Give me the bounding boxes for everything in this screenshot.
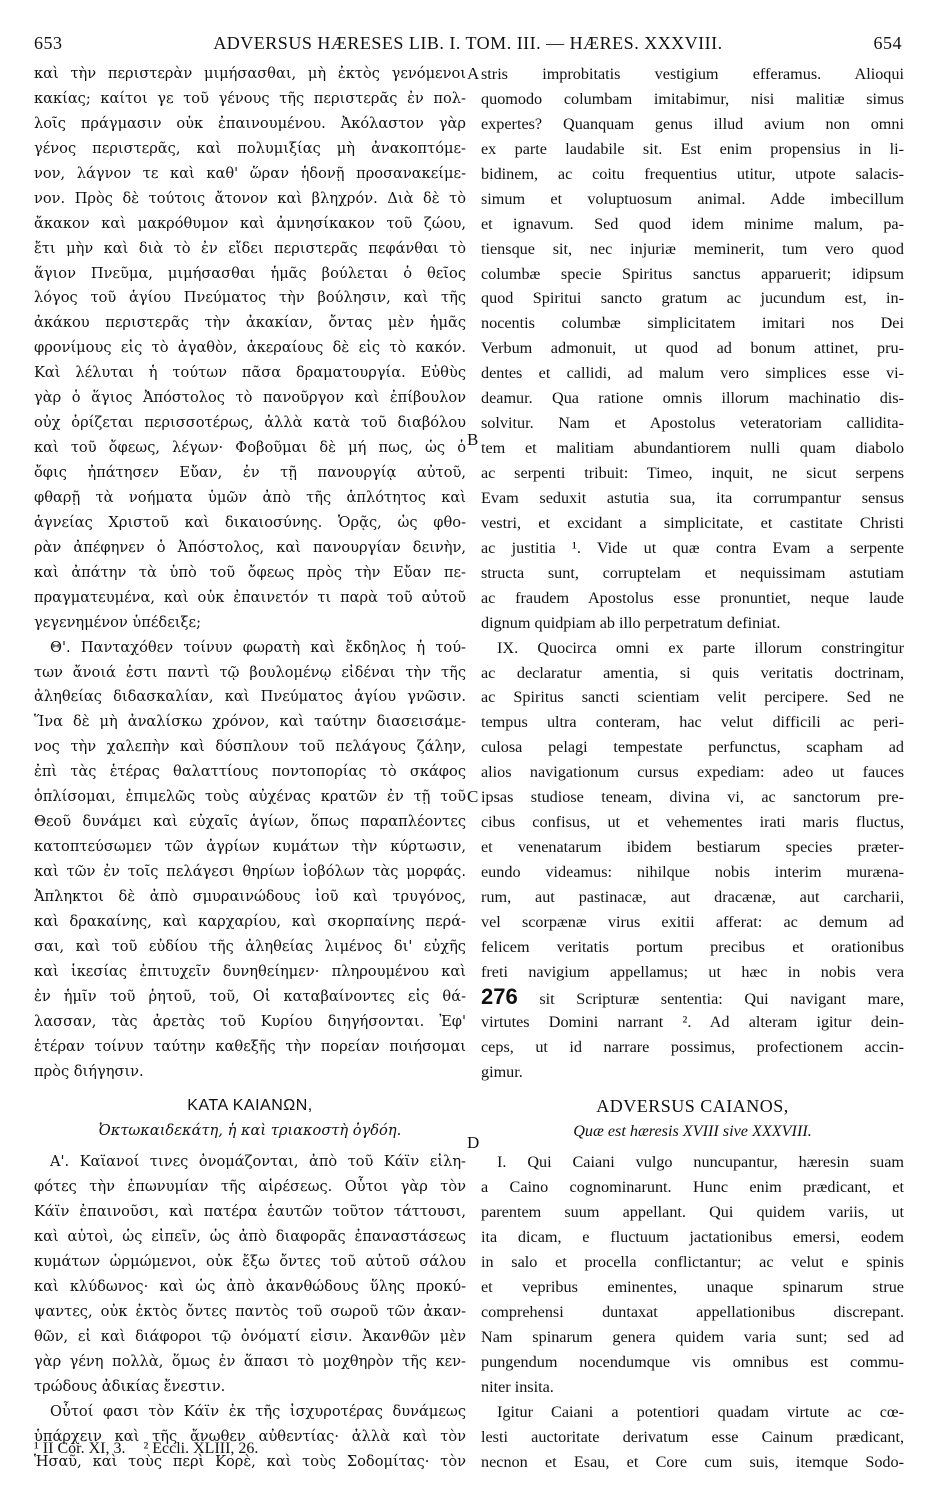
text-line: stris improbitatis vestigium efferamus. Alioqui <box>481 65 904 83</box>
text-line: ceps, ut id narrare possimus, profectionem accin- <box>481 1037 904 1056</box>
text-line: tem et malitiam abundantiorem nulli quam diabolo <box>481 439 904 458</box>
text-line: φρονίμους εἰς τὸ ἀγαθὸν, ἀκεραίους δὲ εἰς τὸ κακόν. <box>34 339 466 357</box>
text-line: deamur. Qua ratione omnis illorum machinatio dis- <box>481 389 904 408</box>
text-line: lesti auctoritate derivatum esse Cainum prædicant, <box>481 1427 904 1446</box>
section-subheading: Quæ est hæresis XVIII sive XXXVIII. <box>573 1122 812 1141</box>
text-line: γὰρ ὁ ἅγιος Ἀπόστολος τὸ πανοῦργον καὶ ἐπίβουλον <box>34 389 466 407</box>
text-line: felicem veritatis portum precibus et orationibus <box>481 937 904 956</box>
text-line: cibus confisus, ut et vehementes irati maris fluctus, <box>481 813 904 832</box>
text-line: ac declaratur amentia, si quis veritatis doctrinam, <box>481 663 904 682</box>
margin-marker-c: C <box>467 787 479 806</box>
text-line: ἀληθείας διδασκαλίαν, καὶ Πνεύματος ἁγίου γνῶσιν. <box>34 688 466 706</box>
text-line: ἁγνείας Χριστοῦ καὶ δικαιοσύνης. Ὁρᾷς, ὡς φθο- <box>34 513 466 531</box>
text-line: tiensque sit, nec injuriæ meminerit, tum vero quod <box>481 239 904 258</box>
spacer <box>34 1084 466 1094</box>
text-line: ἅγιον Πνεῦμα, μιμήσασθαι ἡμᾶς βούλεται ὁ θεῖος <box>34 264 466 282</box>
text-line: καὶ τὴν περιστερὰν μιμήσασθαι, μὴ ἐκτὸς γενόμενοι <box>34 65 466 82</box>
text-line: νον, λάγνον τε καὶ καθ' ὥραν ἡδονῇ προσανακείμε- <box>34 164 466 182</box>
text-line: dentes et callidi, ad malum vero simplices esse vi- <box>481 364 904 383</box>
text-line: ac serpenti tribuit: Timeo, inquit, ne sicut serpens <box>481 464 904 482</box>
footnotes <box>34 1440 272 1458</box>
text-line: pungendum nocendumque vis omnibus est commu- <box>481 1352 904 1371</box>
text-line: φθαρῇ τὰ νοήματα ὑμῶν ἀπὸ τῆς ἁπλότητος καὶ <box>34 488 466 506</box>
text-line: parentem suum appellant. Qui quidem variis, ut <box>481 1203 904 1222</box>
text-line: καὶ αὐτοὶ, ὡς εἰπεῖν, ὡς ἀπὸ διαφορᾶς ἐπαναστάσεως <box>34 1228 466 1246</box>
section-subheading: Ὀκτωκαιδεκάτη, ἡ καὶ τριακοστὴ ὀγδόη. <box>98 1122 402 1140</box>
text-line: et vepribus eminentes, unaque spinarum strue <box>481 1278 904 1296</box>
text-line: rum, aut pastinacæ, aut dracænæ, aut carcharii, <box>481 887 904 906</box>
text-line: σαι, καὶ τοῦ εὐδίου τῆς ἀληθείας λιμένος δι' εὐχῆς <box>34 937 466 955</box>
text-line: των ἄνοιά ἐστι παντὶ τῷ βουλομένῳ εἰδέναι τὴν τῆς <box>34 663 466 681</box>
text-line: Ἀπληκτοι δὲ ἀπὸ σμυραινώδους ἰοῦ καὶ τρυγόνος, <box>34 887 466 905</box>
text-line: λοῖς πράγμασιν οὐκ ἐπαινουμένου. Ἀκόλαστον γὰρ <box>34 114 466 132</box>
text-line: καὶ ἱκεσίας ἐπιτυχεῖν δυνηθείημεν· πληρουμένου καὶ <box>34 962 466 980</box>
text-line: Ἵνα δὲ μὴ ἀναλίσκω χρόνον, καὶ ταύτην διασεισάμε- <box>34 713 466 731</box>
text-line: λόγος τοῦ ἁγίου Πνεύματος τὴν βούλησιν, καὶ τῆς <box>34 289 466 307</box>
text-line: καὶ ἀπάτην τὰ ὑπὸ τοῦ ὄφεως πρὸς τὴν Εὔαν πε- <box>34 563 466 581</box>
text-line: καὶ τοῦ ὄφεως, λέγων· Φοβοῦμαι δὲ μή πως, ὡς ὁ <box>34 439 466 457</box>
text-line: κατοπτεύσωμεν τῶν ἀγρίων κυμάτων τὴν κύρτωσιν, <box>34 838 466 856</box>
text-line: ρὰν ἀπέφηνεν ὁ Ἀπόστολος, καὶ πανουργίαν δεινὴν, <box>34 538 466 556</box>
text-line: virtutes Domini narrant ². Ad alteram igitur dein- <box>481 1012 904 1031</box>
text-line: niter insita. <box>481 1377 554 1396</box>
text-line: gimur. <box>481 1062 523 1081</box>
text-line: ἔτι μὴν καὶ διὰ τὸ ἐν εἴδει περιστερᾶς πεφάνθαι τὸ <box>34 239 466 257</box>
text-line: ὑπάρχειν καὶ τῆς ἄνωθεν αὐθεντίας· ἀλλὰ καὶ τὸν <box>34 1427 466 1445</box>
text-line: solvitur. Nam et Apostolus veteratoriam calliditа- <box>481 414 904 433</box>
margin-marker-b: B <box>467 430 479 449</box>
text-line: Οὗτοί φασι τὸν Κάϊν ἐκ τῆς ἰσχυροτέρας δυνάμεως <box>50 1402 466 1420</box>
text-line: alios navigationum cursus expediam: adeo ut fauces <box>481 763 904 782</box>
text-line: a Caino cognominarunt. Hunc enim prædicant, et <box>481 1178 904 1197</box>
text-line: columbæ specie Spiritus sanctus apparuerit; idipsum <box>481 264 904 283</box>
text-line: γεγενημένον ὑπέδειξε; <box>34 613 202 631</box>
page-marker-276: 276 <box>481 984 518 1009</box>
text-line: structa sunt, corruptelam et nequissimam astutiam <box>481 563 904 582</box>
text-line: et venenatarum ibidem bestiarum species præter- <box>481 838 904 857</box>
text-line: γὰρ γένη πολλὰ, ὅμως ἐν ἅπασι τὸ μοχθηρὸν τῆς κεν- <box>34 1352 466 1370</box>
margin-marker-a: A <box>467 64 480 83</box>
text-line: in salo et procella conflictantur; ac velut e spinis <box>481 1253 904 1272</box>
footnote-1: ¹ II Cor. XI, 3. <box>34 1440 126 1457</box>
text-line: Verbum admonuit, ut quod ad bonum attinet, pru- <box>481 339 904 358</box>
text-line: ὁπλίσομαι, ἐπιμελῶς τοὺς αὐχένας κρατῶν ἐν τῇ τοῦ <box>34 788 466 806</box>
greek-column <box>34 62 466 1475</box>
text-line: Θ'. Πανταχόθεν τοίνυν φωρατὴ καὶ ἔκδηλος ἡ τού- <box>50 638 466 656</box>
text-line: πρὸς διήγησιν. <box>34 1062 144 1080</box>
text-line: νος τὴν χαλεπὴν καὶ δύσπλουν τοῦ πελάγους ζάλην, <box>34 738 466 756</box>
text-line: ἐπὶ τὰς ἑτέρας θαλαττίους ποντοπορίας τὸ σκάφος <box>34 763 466 781</box>
text-line: sit Scripturæ sententia: Qui navigant mare, <box>539 989 904 1008</box>
text-line: καὶ κλύδωνος· καὶ ὡς ἀπὸ ἀκανθώδους ὕλης προκύ- <box>34 1278 466 1295</box>
text-line: eundo videamus: nihilque nobis interim murænа- <box>481 863 904 881</box>
text-line: Καὶ λέλυται ἡ τούτων πᾶσα δραματουργία. Εὐθὺς <box>34 364 466 382</box>
text-line: Κάϊν ἐπαινοῦσι, καὶ πατέρα ἑαυτῶν τοῦτον τάττουσι, <box>34 1203 466 1221</box>
text-line: νον. Πρὸς δὲ τούτοις ἄτονον καὶ βληχρόν. Διὰ δὲ τὸ <box>34 189 466 207</box>
text-line: Θεοῦ δυνάμει καὶ εὐχαῖς ἁγίων, ὅπως παραπλέοντες <box>34 813 466 831</box>
text-line: dignum quidpiam ab illo perpetratum definiat. <box>481 613 781 632</box>
text-line: vel scorpænæ virus exitii afferat: ac demum ad <box>481 912 904 931</box>
text-line: θῶν, εἰ καὶ διάφοροι τῷ ὀνόματί εἰσιν. Ἀκανθῶν μὲν <box>34 1327 466 1345</box>
text-line: καὶ τῶν ἐν τοῖς πελάγεσι θηρίων ἰοβόλων τὰς μορφάς. <box>34 863 466 880</box>
latin-column <box>481 62 904 1475</box>
page-number-right: 654 <box>873 33 902 53</box>
running-title: ADVERSUS HÆRESES LIB. I. TOM. III. — HÆRES. XXXVIII. <box>213 33 723 53</box>
text-line: κακίας; καίτοι γε τοῦ γένους τῆς περιστερᾶς ἐν πολ- <box>34 89 466 107</box>
text-line: ex parte laudabile sit. Est enim propensius in li- <box>481 139 904 158</box>
text-line: καὶ δρακαίνης, καὶ καρχαρίου, καὶ σκορπαίνης περά- <box>34 912 466 930</box>
text-line-with-marker <box>481 985 904 1010</box>
text-line: ἐν ἡμῖν τοῦ ῥητοῦ, τοῦ, Οἱ καταβαίνοντες εἰς θά- <box>34 987 466 1005</box>
text-line: et ignavum. Sed quod idem minime malum, pa- <box>481 214 904 233</box>
text-line: ac Spiritus sancti scientiam velit percipere. Sed ne <box>481 688 904 707</box>
text-line: ἄκακον καὶ μακρόθυμον καὶ ἀμνησίκακον τοῦ ζώου, <box>34 214 466 232</box>
text-line: κυμάτων ὡρμώμενοι, οὐκ ἔξω ὄντες τοῦ αὐτοῦ σάλου <box>34 1253 466 1271</box>
text-line: IX. Quocirca omni ex parte illorum constringitur <box>497 638 904 657</box>
text-line: vestri, et excidant a simplicitate, et castitate Christi <box>481 513 904 532</box>
text-line: ἀκάκου περιστερᾶς τὴν ἀκακίαν, ὄντας μὲν ἡμᾶς <box>34 314 466 332</box>
footnote-2: ² Eccli. XLIII, 26. <box>143 1440 259 1457</box>
text-line: οὐχ ὁρίζεται περισσοτέρως, ἀλλὰ κατὰ τοῦ διαβόλου <box>34 414 466 432</box>
text-line: ita dicam, e fluctuum jactationibus emersi, eodem <box>481 1228 904 1247</box>
text-line: bidinem, ac coitu frequentius utitur, utpote salacis- <box>481 164 904 183</box>
page-number-left: 653 <box>34 33 63 53</box>
text-line: comprehensi duntaxat appellationibus discrepant. <box>481 1302 904 1321</box>
text-line: tempus ultra conteram, hac velut difficili ac peri- <box>481 713 904 732</box>
text-line: Evam seduxit astutia sua, ita corrumpantur sensus <box>481 488 904 507</box>
text-line: λασσαν, τὰς ἀρετὰς τοῦ Κυρίου διηγήσονται. Ἐφ' <box>34 1012 466 1030</box>
text-line: quod Spiritui sancto gratum ac jucundum est, in- <box>481 289 904 308</box>
text-line: culosa pelagi tempestate perfunctus, scapham ad <box>481 738 904 757</box>
spacer <box>481 1084 904 1094</box>
section-heading: ΚΑΤΑ ΚΑΙΑΝΩΝ, <box>187 1097 313 1115</box>
text-line: γένος περιστερᾶς, καὶ πολυμιξίας μὴ ἀνακοπτόμε- <box>34 139 466 157</box>
section-heading: ADVERSUS CAIANOS, <box>596 1096 789 1117</box>
text-line: Nam spinarum genera quidem varia sunt; sed ad <box>481 1327 904 1346</box>
text-line: πραγματευμένα, καὶ οὐκ ἐπαινετόν τι παρὰ τοῦ αὐτοῦ <box>34 588 466 606</box>
text-line: expertes? Quanquam genus illud avium non omni <box>481 114 904 133</box>
text-line: Α'. Καϊανοί τινες ὀνομάζονται, ἀπὸ τοῦ Κάϊν εἰλη- <box>50 1153 466 1171</box>
text-line: φότες τὴν ἐπωνυμίαν τῆς αἱρέσεως. Οὗτοι γὰρ τὸν <box>34 1178 466 1196</box>
text-line: nocentis columbæ simplicitatem imitari nos Dei <box>481 314 904 333</box>
running-header <box>34 33 902 57</box>
text-line: ac justitia ¹. Vide ut quæ contra Evam a serpente <box>481 538 904 557</box>
text-line: freti navigium appellamus; ut hæc in nobis vera <box>481 962 904 981</box>
text-line: Igitur Caiani a potentiori quadam virtute ac cœ- <box>497 1402 904 1421</box>
text-line: Ἡσαῦ, καὶ τοὺς περὶ Κορὲ, καὶ τοὺς Σοδομίτας· τὸν <box>34 1452 466 1470</box>
text-line: ἑτέραν τοίνυν ταύτην καθεξῆς τὴν πορείαν ποιήσομαι <box>34 1037 466 1055</box>
text-line: ὄφις ἠπάτησεν Εὔαν, ἐν τῇ πανουργίᾳ αὐτοῦ, <box>34 464 466 481</box>
text-line: ψαντες, οὐκ ἐκτὸς ὄντες παντὸς τοῦ σωροῦ τῶν ἀκαν- <box>34 1302 466 1320</box>
text-line: simum et voluptuosum animal. Adde imbecillum <box>481 189 904 208</box>
text-line: I. Qui Caiani vulgo nuncupantur, hæresin suam <box>497 1153 904 1172</box>
text-line: ac fraudem Apostolus esse pronuntiet, neque laude <box>481 588 904 607</box>
text-line: quomodo columbam imitabimur, nisi malitiæ simus <box>481 89 904 108</box>
margin-marker-d: D <box>467 1133 480 1152</box>
text-line: ipsas studiose teneam, divina vi, ac sanctorum pre- <box>481 788 904 807</box>
text-line: necnon et Esau, et Core cum suis, itemque Sodo- <box>481 1452 904 1471</box>
text-line: τρώδους ἀδικίας ἔνεστιν. <box>34 1377 226 1395</box>
